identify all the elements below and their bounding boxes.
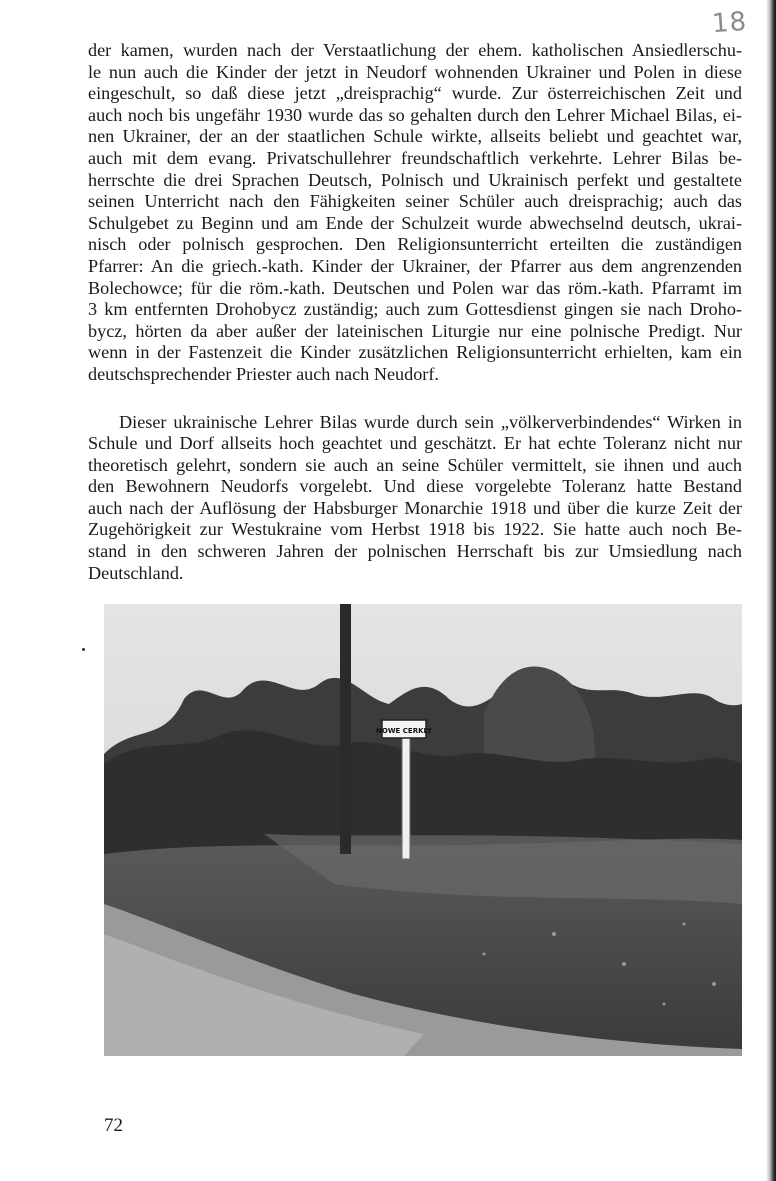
text-line: den Bewohnern Neudorfs vorgelebt. Und diese vorgelebte Toleranz hatte Bestand: [88, 476, 742, 497]
photo-illustration: [104, 604, 742, 1056]
text-line: eingeschult, so daß diese jetzt „dreisprachig“ wurde. Zur österreichischen Zeit und: [88, 83, 742, 104]
village-sign-text: NOWE CERKLY: [376, 727, 432, 735]
paragraph-gap: [88, 386, 742, 412]
village-road-photo: [104, 604, 742, 1056]
text-line: Schulgebet zu Beginn und am Ende der Schulzeit wurde abwechselnd deutsch, ukrai-: [88, 212, 742, 233]
sign-post: [402, 734, 410, 859]
paragraph-1: [88, 40, 742, 386]
text-line: Zugehörigkeit zur Westukraine vom Herbst 1918 bis 1922. Sie hatte auch noch Be-: [88, 519, 742, 540]
utility-pole: [340, 604, 351, 854]
page-number: 72: [104, 1115, 123, 1136]
body-text: [88, 40, 742, 584]
text-line: Bolechowce; für die röm.-kath. Deutschen und Polen war das röm.-kath. Pfarramt im: [88, 277, 742, 298]
text-line: wenn in der Fastenzeit die Kinder zusätzlichen Religionsunterricht erhielten, kam ein: [88, 342, 742, 363]
text-line: stand in den schweren Jahren der polnischen Herrschaft bis zur Umsiedlung nach: [88, 541, 742, 562]
text-line: theoretisch gelehrt, sondern sie auch an seine Schüler vermittelt, sie ihnen und auch: [88, 454, 742, 475]
handwritten-page-note: 18: [710, 6, 749, 40]
text-line: herrschte die drei Sprachen Deutsch, Polnisch und Ukrainisch perfekt und gestaltete: [88, 169, 742, 190]
text-line: le nun auch die Kinder der jetzt in Neudorf wohnenden Ukrainer und Polen in diese: [88, 61, 742, 82]
text-line: Pfarrer: An die griech.-kath. Kinder der Ukrainer, der Pfarrer aus dem angrenzenden: [88, 255, 742, 276]
text-line: 3 km entfernten Drohobycz zuständig; auch zum Gottesdienst gingen sie nach Droho-: [88, 299, 742, 320]
text-line: nen Ukrainer, der an der staatlichen Schule wirkte, allseits beliebt und geachtet war,: [88, 126, 742, 147]
text-line: auch nach der Auflösung der Habsburger Monarchie 1918 und über die kurze Zeit der: [88, 497, 742, 518]
text-line: bycz, hörten da aber außer der lateinischen Liturgie nur eine polnische Predigt. Nur: [88, 320, 742, 341]
text-line: deutschsprechender Priester auch nach Neudorf.: [88, 363, 439, 384]
text-line: Deutschland.: [88, 562, 184, 583]
text-line: nisch oder polnisch gesprochen. Den Religionsunterricht erteilten die zuständigen: [88, 234, 742, 255]
text-line: Dieser ukrainische Lehrer Bilas wurde durch sein „völkerverbindendes“ Wirken in: [119, 411, 742, 432]
text-line: seinen Unterricht nach den Fähigkeiten seiner Schüler auch dreisprachig; auch das: [88, 191, 742, 212]
text-line: Schule und Dorf allseits hoch geachtet und geschätzt. Er hat echte Toleranz nicht nur: [88, 433, 742, 454]
text-line: der kamen, wurden nach der Verstaatlichung der ehem. katholischen Ansiedlerschu-: [88, 40, 742, 60]
paragraph-2: [88, 412, 742, 585]
page-edge-shadow: [766, 0, 776, 1181]
scan-speck: [82, 648, 85, 651]
text-line: auch noch bis ungefähr 1930 wurde das so gehalten durch den Lehrer Michael Bilas, ei-: [88, 104, 742, 125]
text-line: auch mit dem evang. Privatschullehrer freundschaftlich verkehrte. Lehrer Bilas be-: [88, 147, 742, 168]
